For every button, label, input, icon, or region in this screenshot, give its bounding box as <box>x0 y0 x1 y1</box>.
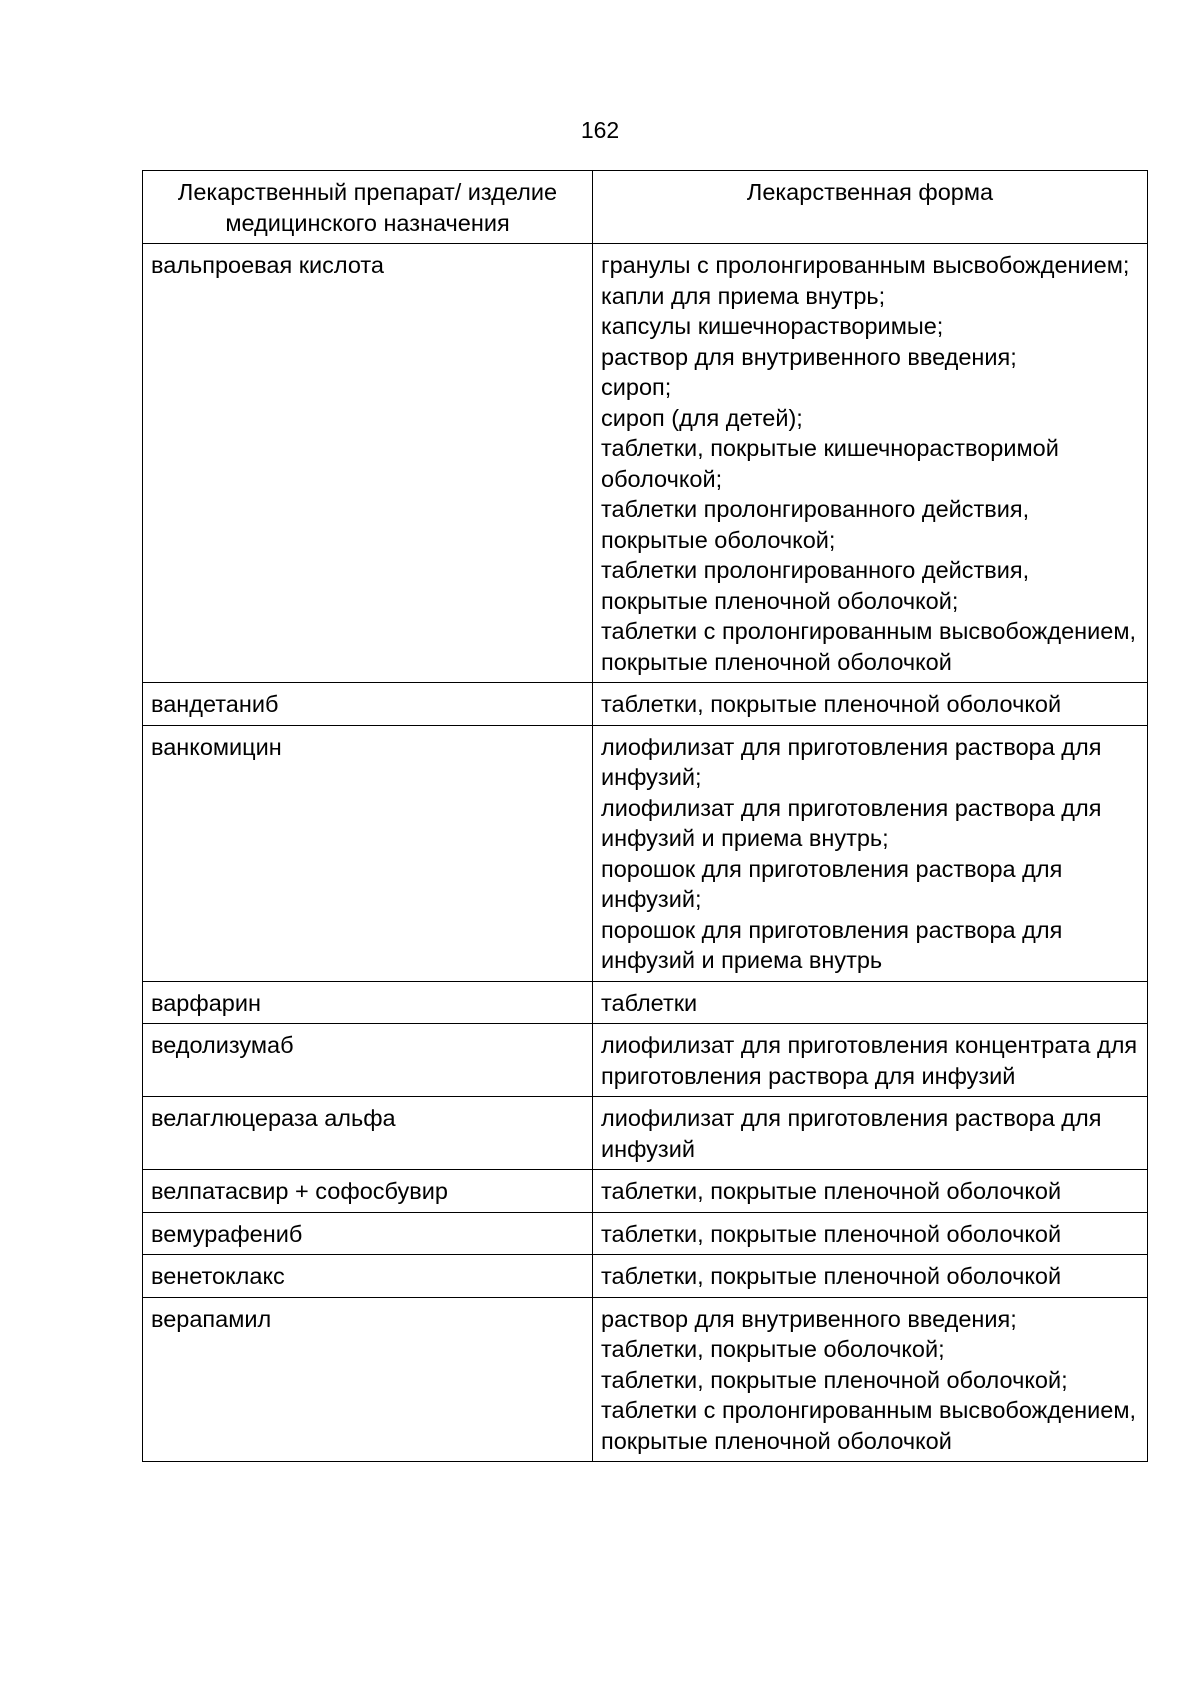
drug-name-cell: вемурафениб <box>143 1212 593 1255</box>
dosage-form-item: таблетки, покрытые пленочной оболочкой; <box>601 1366 1068 1393</box>
header-form: Лекарственная форма <box>593 171 1148 244</box>
dosage-form-cell <box>593 1024 1148 1097</box>
table-row <box>143 725 1148 981</box>
drug-name-cell: велаглюцераза альфа <box>143 1097 593 1170</box>
dosage-form-cell <box>593 1297 1148 1462</box>
dosage-form-item: таблетки, покрытые пленочной оболочкой <box>601 1263 1062 1289</box>
table-row <box>143 1170 1148 1213</box>
dosage-form-item: таблетки, покрытые кишечнорастворимой оболочкой; <box>601 435 1059 492</box>
drug-name-cell: вальпроевая кислота <box>143 244 593 683</box>
table-row <box>143 1212 1148 1255</box>
dosage-form-cell <box>593 1097 1148 1170</box>
dosage-form-item: таблетки, покрытые пленочной оболочкой <box>601 1178 1062 1204</box>
table-row <box>143 244 1148 683</box>
table-row <box>143 1297 1148 1462</box>
dosage-form-item: порошок для приготовления раствора для инфузий и приема внутрь <box>601 916 1063 973</box>
table-header-row <box>143 171 1148 244</box>
dosage-form-cell <box>593 1212 1148 1255</box>
drug-name-cell: вандетаниб <box>143 683 593 726</box>
table-row <box>143 683 1148 726</box>
dosage-form-cell <box>593 1170 1148 1213</box>
table-body <box>143 244 1148 1462</box>
dosage-form-item: раствор для внутривенного введения; <box>601 343 1017 370</box>
dosage-form-cell <box>593 725 1148 981</box>
table-row <box>143 1255 1148 1298</box>
drug-name-cell: венетоклакс <box>143 1255 593 1298</box>
dosage-form-item: таблетки, покрытые пленочной оболочкой <box>601 1220 1062 1247</box>
dosage-form-item: таблетки, покрытые пленочной оболочкой <box>601 691 1062 717</box>
dosage-form-cell <box>593 981 1148 1024</box>
dosage-form-cell <box>593 244 1148 683</box>
dosage-form-cell <box>593 1255 1148 1298</box>
dosage-form-item: лиофилизат для приготовления концентрата для приготовления раствора для инфузий <box>601 1032 1138 1089</box>
dosage-form-item: капсулы кишечнорастворимые; <box>601 313 944 339</box>
dosage-form-item: таблетки с пролонгированным высвобождением, покрытые пленочной оболочкой <box>601 1397 1137 1454</box>
header-drug: Лекарственный препарат/ изделие медицинского назначения <box>143 171 593 244</box>
dosage-form-item: таблетки, покрытые оболочкой; <box>601 1336 945 1362</box>
dosage-form-item: таблетки <box>601 989 698 1016</box>
table-row <box>143 1024 1148 1097</box>
dosage-form-item: раствор для внутривенного введения; <box>601 1305 1017 1332</box>
drug-name-cell: верапамил <box>143 1297 593 1462</box>
dosage-form-item: гранулы с пролонгированным высвобождением; <box>601 252 1130 278</box>
table-row <box>143 981 1148 1024</box>
drug-table <box>142 170 1148 1462</box>
dosage-form-item: лиофилизат для приготовления раствора для инфузий; <box>601 733 1102 790</box>
dosage-form-item: лиофилизат для приготовления раствора для инфузий <box>601 1105 1102 1162</box>
dosage-form-item: таблетки пролонгированного действия, покрытые пленочной оболочкой; <box>601 557 1030 614</box>
dosage-form-item: таблетки пролонгированного действия, покрытые оболочкой; <box>601 496 1030 553</box>
drug-name-cell: ведолизумаб <box>143 1024 593 1097</box>
drug-name-cell: велпатасвир + софосбувир <box>143 1170 593 1213</box>
dosage-form-item: таблетки с пролонгированным высвобождением, покрытые пленочной оболочкой <box>601 618 1137 675</box>
dosage-form-item: сироп; <box>601 374 672 400</box>
drug-name-cell: ванкомицин <box>143 725 593 981</box>
dosage-form-item: лиофилизат для приготовления раствора для инфузий и приема внутрь; <box>601 794 1102 851</box>
dosage-form-cell <box>593 683 1148 726</box>
dosage-form-item: порошок для приготовления раствора для инфузий; <box>601 855 1063 912</box>
page-number: 162 <box>580 117 620 143</box>
dosage-form-item: сироп (для детей); <box>601 404 803 431</box>
dosage-form-item: капли для приема внутрь; <box>601 282 886 309</box>
drug-name-cell: варфарин <box>143 981 593 1024</box>
table-row <box>143 1097 1148 1170</box>
